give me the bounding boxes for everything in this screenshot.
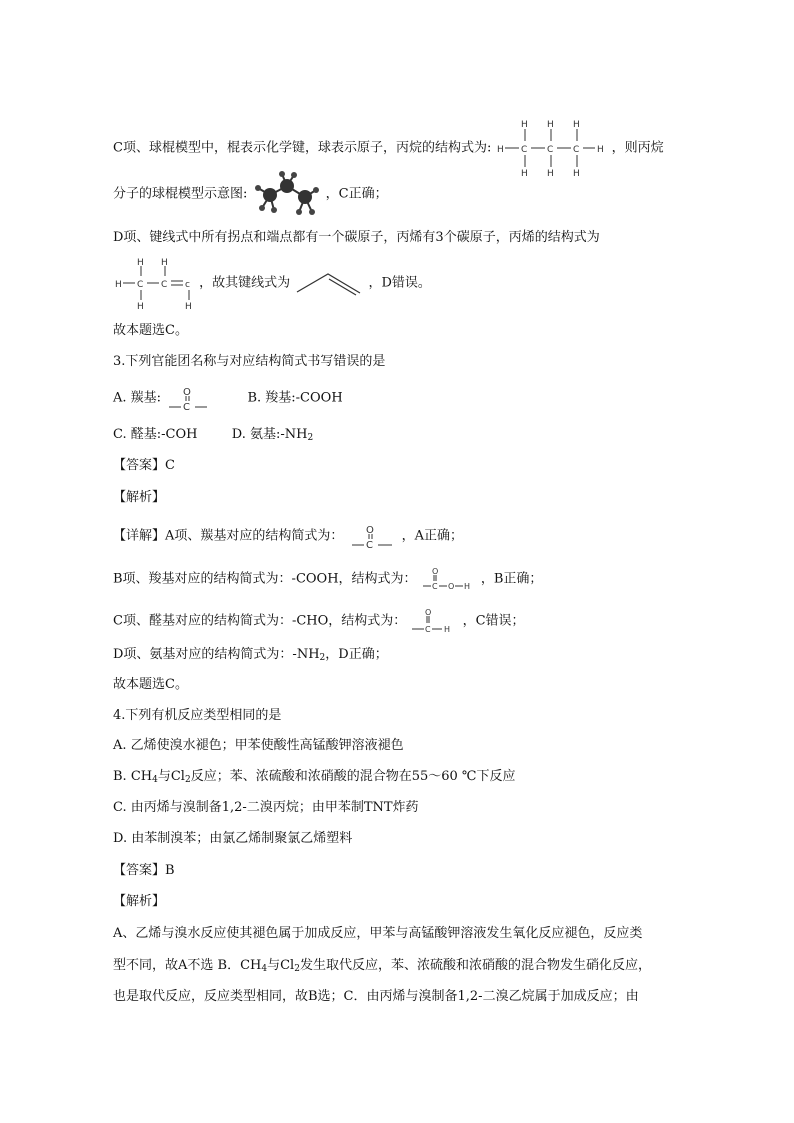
q3-option-a: A. 羰基: bbox=[113, 390, 162, 406]
svg-text:C: C bbox=[431, 582, 438, 591]
propane-ball-stick-model bbox=[252, 170, 322, 218]
q4-option-c: C. 由丙烯与溴制备1,2-二溴丙烷；由甲苯制TNT炸药 bbox=[113, 800, 419, 815]
svg-text:O: O bbox=[425, 608, 432, 617]
q4-answer: 【答案】B bbox=[113, 863, 175, 878]
svg-text:H: H bbox=[137, 258, 144, 268]
svg-text:C: C bbox=[183, 402, 191, 410]
q3-options-ab bbox=[113, 386, 343, 410]
q3-detail-d: D项、氨基对应的结构简式为：$-NH_2$，D正确； bbox=[113, 647, 388, 663]
svg-text:C: C bbox=[425, 625, 432, 634]
d-item-line2: H C C c H H H H ，故其键线式为 ，D错误。 bbox=[115, 258, 431, 310]
q4-analysis-p2: 型不同，故A不选 B．$CH_4$与$Cl_2$发生取代反应，苯、浓硫酸和浓硝酸的混合物发生硝化反应， bbox=[113, 958, 651, 974]
q3-answer: 【答案】C bbox=[113, 458, 175, 473]
svg-text:H: H bbox=[521, 169, 529, 178]
propene-structural-formula bbox=[113, 256, 195, 310]
q3-options-cd bbox=[113, 426, 313, 447]
q3-option-b: B. 羧基:-COOH bbox=[247, 390, 343, 406]
q3-analysis-heading: 【解析】 bbox=[113, 490, 166, 505]
svg-text:H: H bbox=[497, 145, 505, 155]
q4-analysis-p1: A、乙烯与溴水反应使其褪色属于加成反应，甲苯与高锰酸钾溶液发生氧化反应褪色，反应类 bbox=[113, 926, 643, 941]
svg-text:H: H bbox=[547, 169, 555, 178]
q4-analysis-p3: 也是取代反应，反应类型相同，故B选；C．由丙烯与溴制备1,2-二溴乙烷属于加成反应；由 bbox=[113, 989, 639, 1004]
q3-stem: 3.下列官能团名称与对应结构简式书写错误的是 bbox=[113, 354, 386, 369]
c-item-line2: 分子的球棍模型示意图: ，C正确； bbox=[113, 170, 388, 218]
svg-text:c: c bbox=[185, 280, 190, 290]
q4-option-b: B. $CH_4$与$Cl_2$反应；苯、浓硫酸和浓硝酸的混合物在55～60 ℃下反应 bbox=[113, 769, 516, 785]
svg-text:H: H bbox=[547, 120, 555, 130]
svg-text:H: H bbox=[161, 258, 168, 268]
svg-text:H: H bbox=[115, 280, 122, 290]
q4-option-d: D. 由苯制溴苯；由氯乙烯制聚氯乙烯塑料 bbox=[113, 831, 353, 846]
q3-option-d: D. 氨基$:-NH_2$ bbox=[231, 427, 314, 443]
svg-text:C: C bbox=[137, 280, 144, 290]
svg-text:C: C bbox=[365, 540, 373, 548]
aldehyde-structural-formula bbox=[410, 607, 458, 635]
svg-text:H: H bbox=[185, 302, 192, 310]
carbonyl-formula bbox=[165, 386, 213, 410]
svg-text:H: H bbox=[463, 582, 470, 591]
carboxyl-structural-formula bbox=[421, 566, 477, 592]
q3-detail-b: B项、羧基对应的结构简式为：-COOH，结构式为： O C O H ，B正确； bbox=[113, 567, 543, 591]
svg-text:C: C bbox=[521, 145, 528, 155]
svg-text:H: H bbox=[521, 120, 529, 130]
svg-text:H: H bbox=[444, 625, 451, 634]
svg-text:O: O bbox=[447, 582, 454, 591]
q3-conclusion: 故本题选C。 bbox=[113, 677, 188, 692]
svg-text:O: O bbox=[183, 387, 192, 398]
propane-structural-formula bbox=[495, 118, 607, 178]
q3-option-c: C. 醛基:-COH bbox=[113, 427, 198, 442]
svg-text:C: C bbox=[161, 280, 168, 290]
q4-option-a: A. 乙烯使溴水褪色；甲苯使酸性高锰酸钾溶液褪色 bbox=[113, 738, 404, 753]
q3-detail-c: C项、醛基对应的结构简式为：-CHO，结构式为： O C H ，C错误； bbox=[113, 608, 525, 634]
q4-stem: 4.下列有机反应类型相同的是 bbox=[113, 708, 282, 723]
q4-analysis-heading: 【解析】 bbox=[113, 894, 166, 909]
carbonyl-formula-detail bbox=[348, 524, 398, 548]
svg-text:O: O bbox=[365, 525, 374, 536]
svg-text:C: C bbox=[573, 145, 580, 155]
svg-text:H: H bbox=[573, 169, 581, 178]
c-item-text-post: ，则丙烷 bbox=[611, 140, 664, 156]
c-item-line1 bbox=[113, 118, 664, 178]
q3-detail-a: 【详解】A项、羰基对应的结构简式为： O C ，A正确； bbox=[113, 524, 463, 548]
svg-text:H: H bbox=[597, 145, 605, 155]
svg-text:H: H bbox=[573, 120, 581, 130]
svg-text:O: O bbox=[431, 567, 438, 576]
svg-text:H: H bbox=[137, 302, 144, 310]
d-item-line1: D项、键线式中所有拐点和端点都有一个碳原子，丙烯有3个碳原子，丙烯的结构式为 bbox=[113, 230, 600, 245]
conclusion-1: 故本题选C。 bbox=[113, 323, 188, 338]
c-item-text: C项、球棍模型中，棍表示化学键，球表示原子，丙烷的结构式为: bbox=[113, 140, 492, 156]
svg-text:C: C bbox=[547, 145, 554, 155]
propene-skeletal-formula bbox=[294, 268, 364, 298]
